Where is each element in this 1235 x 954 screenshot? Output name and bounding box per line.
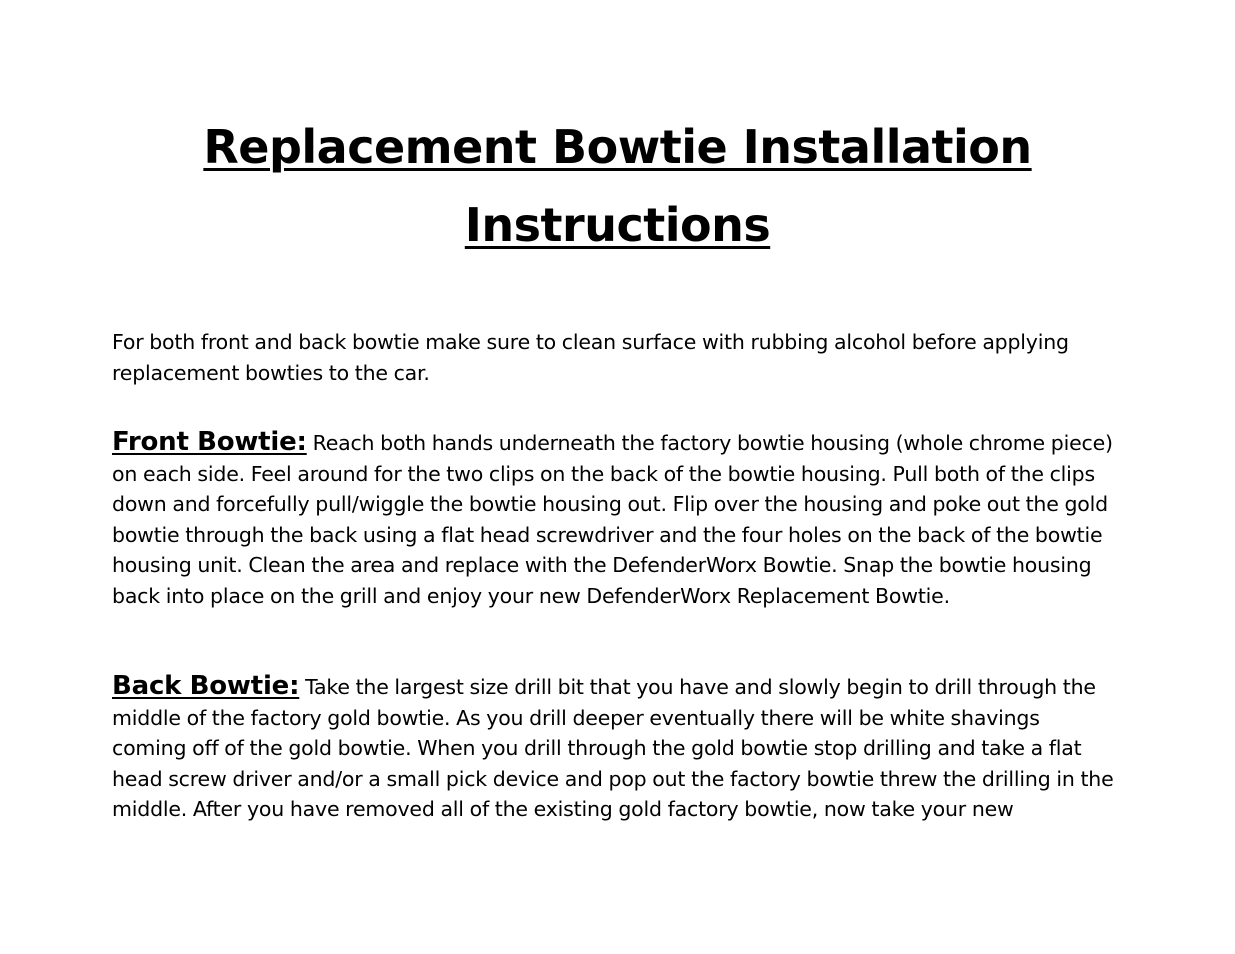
front-bowtie-heading: Front Bowtie: xyxy=(112,427,307,457)
title-line-1: Replacement Bowtie Installation xyxy=(203,120,1032,174)
back-bowtie-heading: Back Bowtie: xyxy=(112,671,300,701)
intro-paragraph: For both front and back bowtie make sure to clean surface with rubbing alcohol before applying replacement bowties to the car. xyxy=(112,330,1069,385)
document-title xyxy=(100,108,1135,264)
front-bowtie-body: Reach both hands underneath the factory bowtie housing (whole chrome piece) on each side. Feel around for the two clips on the back of the bowtie housing. Pull both of the clips down and forcefully pull/wiggle the bowtie housing out. Flip over the housing and poke out the gold bowtie through the back using a flat head screwdriver and the four holes on the back of the bowtie housing unit. Clean the area and replace with the DefenderWorx Bowtie. Snap the bowtie housing back into place on the grill and enjoy your new DefenderWorx Replacement Bowtie. xyxy=(112,431,1113,608)
front-bowtie-section xyxy=(112,427,1117,612)
back-bowtie-section xyxy=(112,671,1117,825)
back-bowtie-body: Take the largest size drill bit that you have and slowly begin to drill through the middle of the factory gold bowtie. As you drill deeper eventually there will be white shavings coming off of the gold bowtie. When you drill through the gold bowtie stop drilling and take a flat head screw driver and/or a small pick device and pop out the factory bowtie threw the drilling in the middle. After you have removed all of the existing gold factory bowtie, now take your new xyxy=(112,675,1114,822)
title-line-2: Instructions xyxy=(464,198,771,252)
